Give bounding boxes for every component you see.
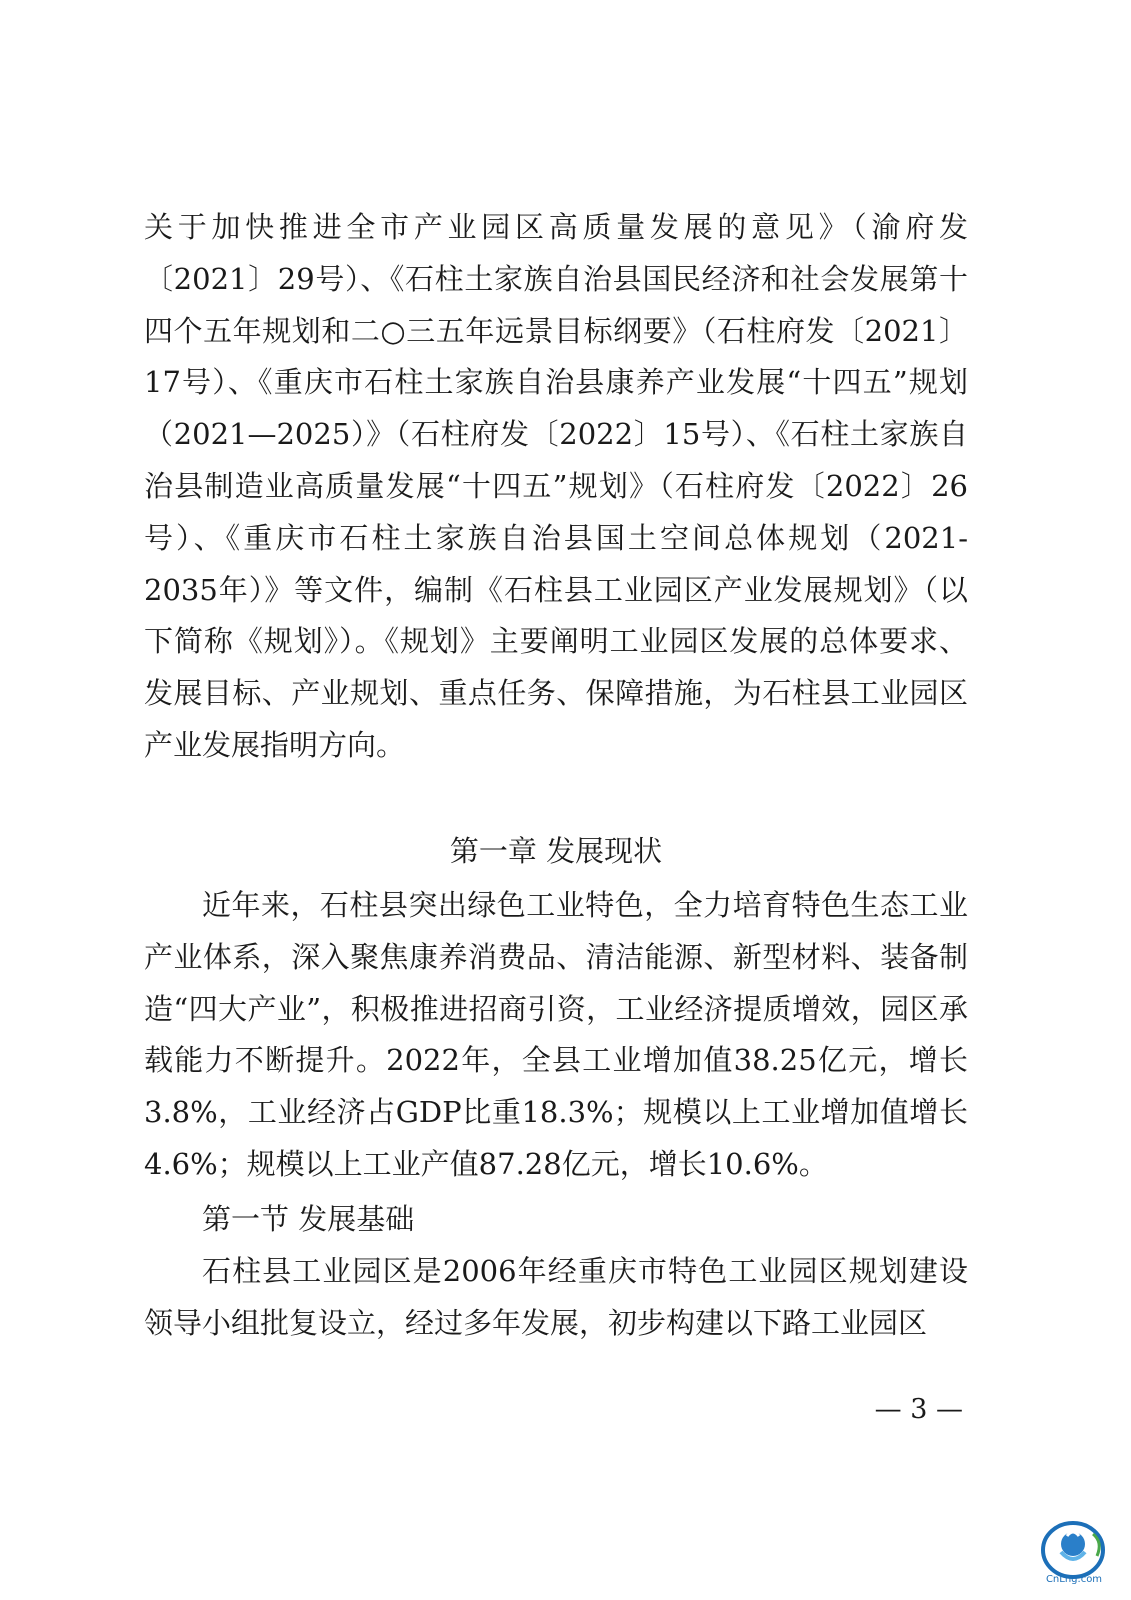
page-number: — 3 — — [874, 1394, 963, 1425]
chapter-heading: 第一章 发展现状 — [449, 834, 663, 868]
watermark-text: CnLng.com — [1045, 1574, 1103, 1585]
chapter-paragraph: 近年来，石柱县突出绿色工业特色，全力培育特色生态工业产业体系，深入聚焦康养消费品、清洁能源、新型材料、装备制造“四大产业”，积极推进招商引资，工业经济提质增效，园区承载能力不断提升。2022年，全县工业增加值38.25亿元，增长3.8%，工业经济占GDP比重18.3%；规模以上工业增加值增长4.6%；规模以上工业产值87.28亿元，增长10.6%。 — [144, 888, 968, 1181]
section-heading: 第一节 发展基础 — [202, 1202, 415, 1236]
section-paragraph: 石柱县工业园区是2006年经重庆市特色工业园区规划建设领导小组批复设立，经过多年发展，初步构建以下路工业园区 — [144, 1254, 968, 1340]
intro-paragraph: 关于加快推进全市产业园区高质量发展的意见》（渝府发〔2021〕29号）、《石柱土家族自治县国民经济和社会发展第十四个五年规划和二○三五年远景目标纲要》（石柱府发〔2021〕17号）、《重庆市石柱土家族自治县康养产业发展“十四五”规划（2021—2025）》（石柱府发〔2022〕15号）、《石柱土家族自治县制造业高质量发展“十四五”规划》（石柱府发〔2022〕26号）、《重庆市石柱土家族自治县国土空间总体规划（2021-2035年）》等文件，编制《石柱县工业园区产业发展规划》（以下简称《规划》）。《规划》主要阐明工业园区发展的总体要求、发展目标、产业规划、重点任务、保障措施，为石柱县工业园区产业发展指明方向。 — [144, 210, 968, 762]
